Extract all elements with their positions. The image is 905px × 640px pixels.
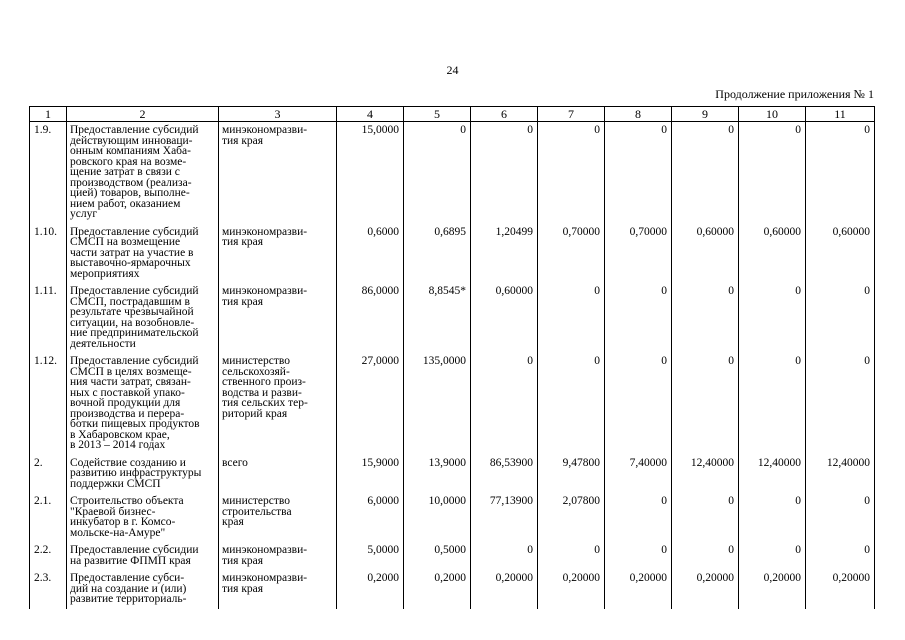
column-number-row [30,107,875,122]
table-row [30,283,875,353]
funding-value: 0 [605,542,672,570]
item-number: 1.11. [30,283,67,353]
item-executor: минэкономразви- тия края [219,570,337,609]
table-row [30,570,875,609]
item-executor: министерство сельскохозяй- ственного произ- водства и разви- тия сельских тер- риторий края [219,353,337,455]
column-header: 10 [739,107,806,122]
program-funding-table [29,106,875,609]
funding-value: 0,20000 [538,570,605,609]
item-number: 2.2. [30,542,67,570]
column-header: 1 [30,107,67,122]
funding-value: 0 [605,353,672,455]
funding-value: 86,53900 [471,455,538,494]
funding-value: 10,0000 [404,493,471,542]
funding-value: 0,20000 [605,570,672,609]
funding-value: 135,0000 [404,353,471,455]
funding-value: 86,0000 [337,283,404,353]
funding-value: 12,40000 [672,455,739,494]
funding-value: 15,9000 [337,455,404,494]
funding-value: 0 [404,122,471,224]
table-row [30,224,875,284]
item-executor: минэкономразви- тия края [219,283,337,353]
table-body [30,122,875,609]
column-header: 9 [672,107,739,122]
item-executor: министерство строительства края [219,493,337,542]
funding-value: 0 [806,353,875,455]
funding-value: 0 [739,542,806,570]
funding-value: 0 [605,283,672,353]
item-name: Строительство объекта "Краевой бизнес- инкубатор в г. Комсо- мольске-на-Амуре" [67,493,219,542]
table-row [30,542,875,570]
funding-value: 0,2000 [404,570,471,609]
column-header: 5 [404,107,471,122]
funding-value: 13,9000 [404,455,471,494]
item-name: Предоставление субси- дий на создание и (или) развитие территориаль- [67,570,219,609]
item-number: 1.9. [30,122,67,224]
funding-value: 0,60000 [672,224,739,284]
funding-value: 0,70000 [538,224,605,284]
funding-value: 6,0000 [337,493,404,542]
funding-value: 0 [471,122,538,224]
funding-value: 0 [739,493,806,542]
item-name: Содействие созданию и развитию инфраструктуры поддержки СМСП [67,455,219,494]
table-row [30,455,875,494]
item-executor: всего [219,455,337,494]
funding-value: 0,20000 [806,570,875,609]
column-header: 2 [67,107,219,122]
item-executor: минэкономразви- тия края [219,122,337,224]
item-number: 1.10. [30,224,67,284]
funding-value: 0 [538,353,605,455]
item-name: Предоставление субсидий действующим инноваци- онным компаниям Хаба- ровского края на возме- щение затрат в связи с производством (реализа- цией) товаров, выполне- нием работ, оказанием услуг [67,122,219,224]
funding-value: 0 [605,493,672,542]
funding-value: 0 [605,122,672,224]
funding-value: 0 [806,493,875,542]
funding-value: 7,40000 [605,455,672,494]
item-number: 1.12. [30,353,67,455]
column-header: 8 [605,107,672,122]
funding-value: 0 [672,353,739,455]
funding-value: 0,20000 [471,570,538,609]
appendix-continuation-label: Продолжение приложения № 1 [715,87,874,101]
funding-value: 0,60000 [739,224,806,284]
item-name: Предоставление субсидии на развитие ФПМП края [67,542,219,570]
funding-value: 2,07800 [538,493,605,542]
funding-value: 0 [672,493,739,542]
funding-value: 0,5000 [404,542,471,570]
funding-value: 0,20000 [739,570,806,609]
item-number: 2.3. [30,570,67,609]
item-name: Предоставление субсидий СМСП, пострадавшим в результате чрезвычайной ситуации, на возобновле- ние предпринимательской деятельности [67,283,219,353]
funding-value: 0,70000 [605,224,672,284]
funding-value: 1,20499 [471,224,538,284]
funding-value: 0 [538,542,605,570]
item-executor: минэкономразви- тия края [219,224,337,284]
column-header: 4 [337,107,404,122]
item-number: 2. [30,455,67,494]
funding-value: 5,0000 [337,542,404,570]
funding-value: 0 [739,353,806,455]
page-number: 24 [446,63,459,77]
funding-value: 0 [672,542,739,570]
funding-value: 0 [538,122,605,224]
funding-value: 0,6895 [404,224,471,284]
funding-value: 0 [806,542,875,570]
funding-value: 77,13900 [471,493,538,542]
item-name: Предоставление субсидий СМСП в целях возмеще- ния части затрат, связан- ных с поставкой упако- вочной продукции для производства и перера- ботки пищевых продуктов в Хабаровском крае, в 2013 – 2014 годах [67,353,219,455]
column-header: 7 [538,107,605,122]
item-number: 2.1. [30,493,67,542]
column-header: 3 [219,107,337,122]
funding-value: 0 [739,283,806,353]
funding-value: 15,0000 [337,122,404,224]
funding-value: 0 [672,283,739,353]
funding-value: 0 [806,283,875,353]
funding-value: 0,60000 [806,224,875,284]
table-row [30,493,875,542]
column-header: 6 [471,107,538,122]
table-row [30,122,875,224]
funding-value: 8,8545* [404,283,471,353]
funding-value: 27,0000 [337,353,404,455]
funding-value: 0,2000 [337,570,404,609]
funding-value: 0 [471,542,538,570]
table-row [30,353,875,455]
funding-value: 0,60000 [471,283,538,353]
funding-value: 0 [806,122,875,224]
item-executor: минэкономразви- тия края [219,542,337,570]
funding-value: 12,40000 [806,455,875,494]
funding-value: 9,47800 [538,455,605,494]
funding-value: 0 [672,122,739,224]
funding-value: 0 [471,353,538,455]
funding-value: 0,6000 [337,224,404,284]
funding-value: 12,40000 [739,455,806,494]
funding-value: 0,20000 [672,570,739,609]
item-name: Предоставление субсидий СМСП на возмещение части затрат на участие в выставочно-ярмарочных мероприятиях [67,224,219,284]
funding-value: 0 [739,122,806,224]
funding-value: 0 [538,283,605,353]
column-header: 11 [806,107,875,122]
